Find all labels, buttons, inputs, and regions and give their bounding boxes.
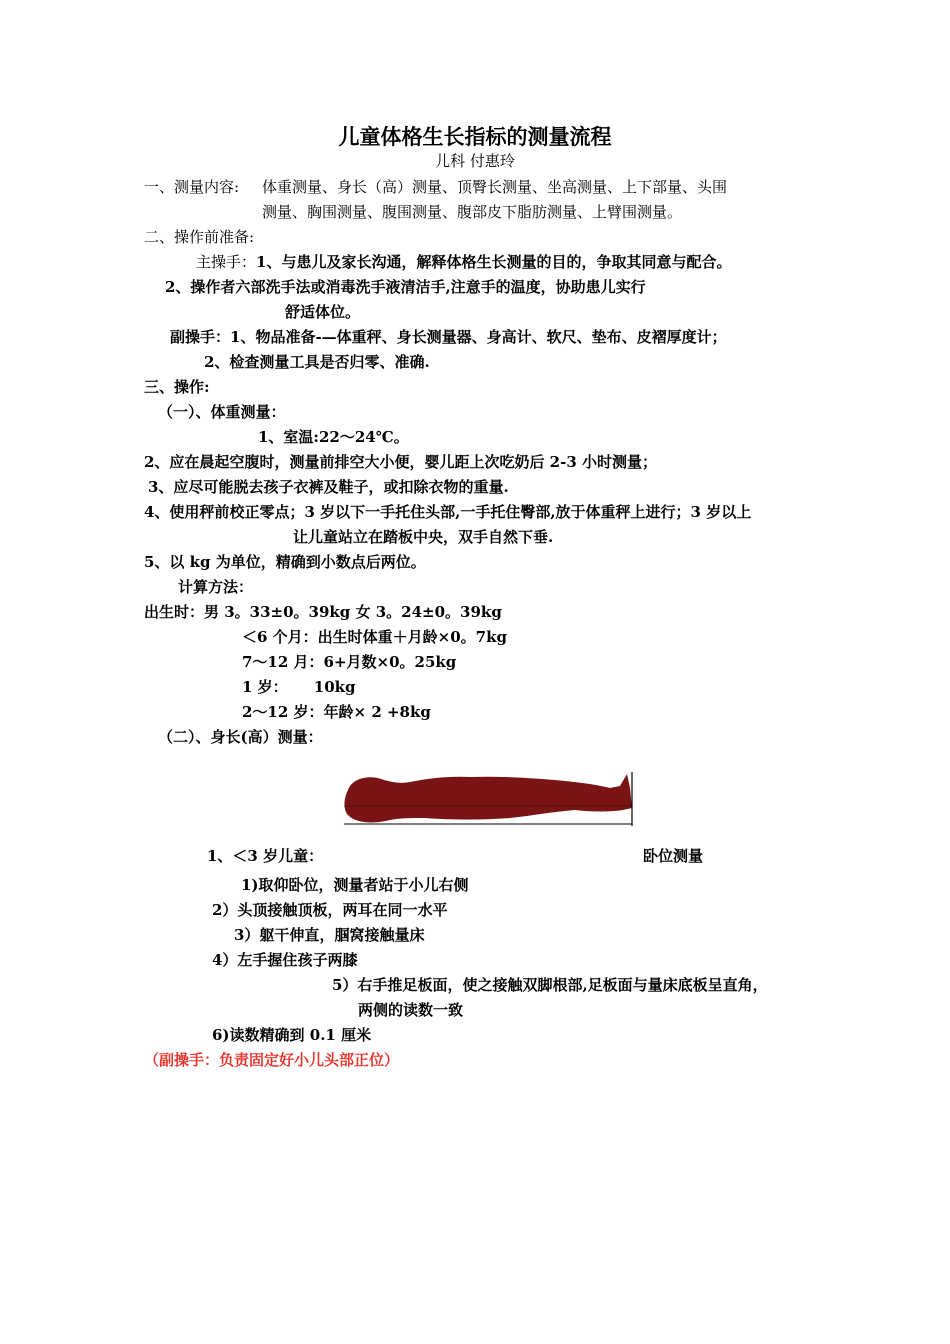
weight-step-1: 1、室温:22～24℃。 [258, 428, 409, 446]
height-step-3: 3）躯干伸直，腘窝接触量床 [234, 926, 425, 944]
section2-heading: 二、操作前准备: [144, 228, 255, 246]
weight-step-4b: 让儿童站立在踏板中央，双手自然下垂. [293, 528, 554, 546]
calc-1y: 1 岁： 10kg [242, 678, 356, 696]
weight-step-2: 2、应在晨起空腹时，测量前排空大小便，婴儿距上次吃奶后 2-3 小时测量； [144, 453, 657, 471]
weight-step-3: 3、应尽可能脱去孩子衣裤及鞋子，或扣除衣物的重量. [148, 478, 509, 496]
section3-heading: 三、操作: [144, 378, 210, 396]
calc-under-6m: ＜6 个月：出生时体重＋月龄×0。7kg [242, 628, 507, 646]
page-title: 儿童体格生长指标的测量流程 [338, 124, 612, 149]
section1-line1: 体重测量、身长（高）测量、顶臀长测量、坐高测量、上下部量、头围 [262, 178, 728, 196]
main-step-2b: 舒适体位。 [285, 303, 361, 321]
main-operator-label: 主操手： [196, 253, 257, 271]
main-step-2a: 2、操作者六部洗手法或消毒洗手液清洁手,注意手的温度，协助患儿实行 [165, 278, 646, 296]
height-heading: （二）、身长(高）测量： [158, 728, 323, 746]
section1-line2: 测量、胸围测量、腹围测量、腹部皮下脂肪测量、上臂围测量。 [262, 203, 683, 221]
weight-step-5: 5、以 kg 为单位，精确到小数点后两位。 [144, 553, 426, 571]
body-silhouette [344, 774, 632, 822]
height-sub-heading: 1、＜3 岁儿童： [207, 847, 324, 865]
section1-label: 一、测量内容: [144, 178, 240, 196]
height-step-6: 6)读数精确到 0.1 厘米 [212, 1026, 372, 1044]
height-step-2: 2）头顶接触顶板，两耳在同一水平 [212, 901, 448, 919]
assistant-step-2: 2、检查测量工具是否归零、准确. [204, 353, 430, 371]
height-step-5a: 5）右手推足板面，使之接触双脚根部,足板面与量床底板呈直角， [332, 976, 768, 994]
assistant-note: （副操手：负责固定好小儿头部正位） [144, 1051, 400, 1069]
main-operator [196, 252, 731, 272]
main-step-1: 1、与患儿及家长沟通，解释体格生长测量的目的，争取其同意与配合。 [256, 253, 732, 271]
height-step-4: 4）左手握住孩子两膝 [212, 951, 358, 969]
weight-heading: （一）、体重测量： [158, 403, 286, 421]
assistant-step-1: 副操手：1、物品准备-—体重秤、身长测量器、身高计、软尺、垫布、皮褶厚度计； [170, 328, 727, 346]
supine-measurement-figure [340, 768, 640, 834]
calc-birth: 出生时：男 3。33±0。39kg 女 3。24±0。39kg [144, 603, 502, 621]
calc-7-12m: 7～12 月：6+月数×0。25kg [242, 653, 457, 671]
supine-label: 卧位测量 [643, 847, 704, 865]
calc-heading: 计算方法： [178, 578, 254, 596]
height-step-5b: 两侧的读数一致 [358, 1001, 464, 1019]
author-line: 儿科 付惠玲 [435, 152, 515, 170]
calc-2-12y: 2～12 岁：年龄× 2 +8kg [242, 703, 431, 721]
height-step-1: 1)取仰卧位，测量者站于小儿右侧 [241, 876, 469, 894]
weight-step-4a: 4、使用秤前校正零点；3 岁以下一手托住头部,一手托住臀部,放于体重秤上进行；3 岁以上 [144, 503, 752, 521]
